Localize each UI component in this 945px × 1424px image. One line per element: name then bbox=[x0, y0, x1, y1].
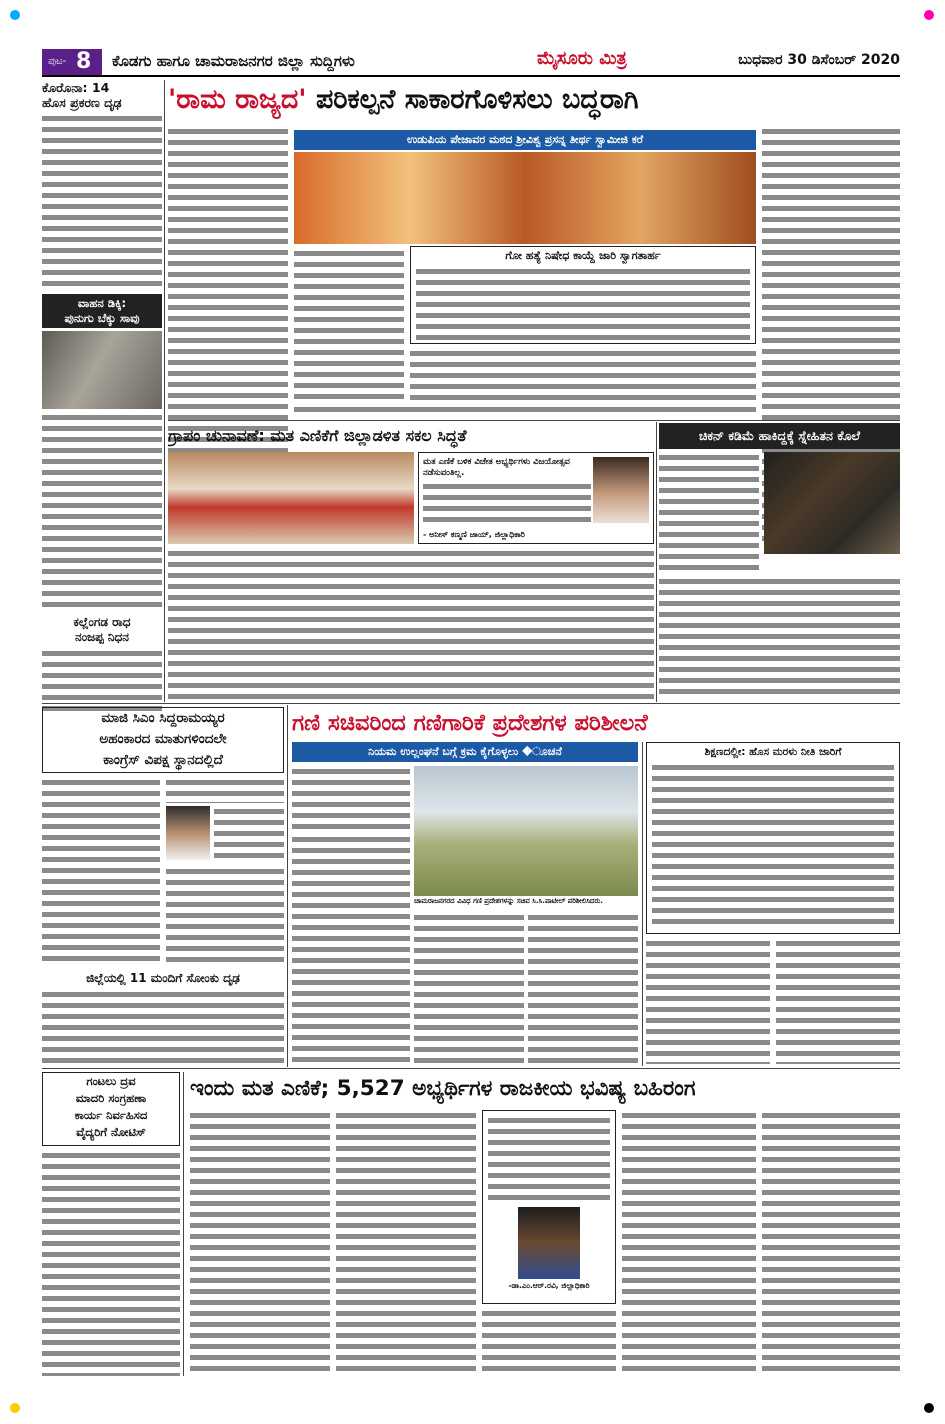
vehicle-headline-box bbox=[42, 294, 162, 328]
siddaramaiah-story-col2 bbox=[166, 777, 284, 803]
registration-mark bbox=[10, 10, 20, 20]
counting-story-col5 bbox=[762, 1110, 900, 1376]
collector-quote-box bbox=[482, 1110, 616, 1304]
counting-story-col4 bbox=[622, 1110, 756, 1376]
cow-slaughter-text bbox=[416, 266, 750, 340]
collector-portrait bbox=[518, 1207, 580, 1279]
dc-quote-more bbox=[423, 481, 591, 525]
siddaramaiah-story-col4 bbox=[166, 866, 284, 966]
page-header bbox=[42, 47, 900, 77]
ram-rajya-headline-highlight: 'ರಾಮ ರಾಜ್ಯದ' bbox=[168, 84, 307, 115]
section-divider bbox=[168, 420, 900, 421]
covid-headline-line1: ಕೊರೊನಾ: 14 bbox=[42, 80, 110, 95]
collector-quote-attribution: -ಡಾ.ಎಂ.ಆರ್.ರವಿ, ಜಿಲ್ಲಾಧಿಕಾರಿ bbox=[508, 1281, 590, 1290]
mining-headline: ಗಣಿ ಸಚಿವರಿಂದ ಗಣಿಗಾರಿಕೆ ಪ್ರದೇಶಗಳ ಪರಿಶೀಲನೆ bbox=[292, 710, 648, 736]
dc-portrait bbox=[593, 457, 649, 523]
doctor-notice-line1: ಗಂಟಲು ದ್ರವ bbox=[86, 1074, 136, 1088]
page-label: ಪುಟ- bbox=[48, 56, 67, 67]
siddaramaiah-headline-line1: ಮಾಜಿ ಸಿಎಂ ಸಿದ್ದರಾಮಯ್ಯರ bbox=[101, 710, 225, 726]
column-divider bbox=[183, 1072, 184, 1376]
district-covid-text bbox=[42, 989, 284, 1065]
ram-rajya-headline bbox=[168, 80, 900, 122]
left-column bbox=[42, 80, 162, 702]
mining-photo-caption: ಚಾಮರಾಜನಗರದ ವಿವಿಧ ಗಣಿ ಪ್ರದೇಶಗಳನ್ನು ಸಚಿವ ಸಿ.ಸಿ.ಪಾಟೀಲ್ ಪರಿಶೀಲಿಸಿದರು. bbox=[414, 897, 604, 905]
counting-headline: ಇಂದು ಮತ ಎಣಿಕೆ; 5,527 ಅಭ್ಯರ್ಥಿಗಳ ರಾಜಕೀಯ ಭವಿಷ್ಯ ಬಹಿರಂಗ bbox=[190, 1076, 696, 1101]
cow-slaughter-headline: ಗೋ ಹತ್ಯೆ ನಿಷೇಧ ಕಾಯ್ದೆ ಜಾರಿ ಸ್ವಾಗತಾರ್ಹ bbox=[505, 249, 661, 262]
siddaramaiah-story-col1 bbox=[42, 777, 160, 965]
column-divider bbox=[642, 742, 643, 1066]
page-number: 8 bbox=[76, 49, 92, 74]
doctor-notice-headline-box bbox=[42, 1072, 180, 1146]
vehicle-headline-line1: ವಾಹನ ಡಿಕ್ಕಿ: bbox=[77, 296, 127, 310]
ram-subheadline: ಉಡುಪಿಯ ಪೇಜಾವರ ಮಠದ ಶ್ರೀವಿಶ್ವ ಪ್ರಸನ್ನ ತೀರ್ಥ ಸ್ವಾಮೀಜಿ ಕರೆ bbox=[294, 130, 756, 150]
right-story-col2 bbox=[776, 938, 900, 1064]
doctor-notice-line2: ಮಾದರಿ ಸಂಗ್ರಹಣಾ bbox=[75, 1091, 147, 1105]
covid-headline bbox=[42, 80, 162, 110]
dc-quote-text: ಮತ ಎಣಿಕೆ ಬಳಿಕ ವಿಜೇತ ಅಭ್ಯರ್ಥಿಗಳು ವಿಜಯೋತ್ಸವ ನಡೆಸುವಂತಿಲ್ಲ. bbox=[423, 457, 570, 478]
counting-story-col1 bbox=[190, 1110, 330, 1376]
chicken-headline: ಚಿಕನ್ ಕಡಿಮೆ ಹಾಕಿದ್ದಕ್ಕೆ ಸ್ನೇಹಿತನ ಕೊಲೆ bbox=[659, 423, 900, 449]
obituary-story-text bbox=[42, 648, 162, 716]
gram-story-text bbox=[168, 548, 654, 700]
cow-slaughter-box bbox=[410, 246, 756, 344]
mining-story-col2 bbox=[414, 912, 524, 1064]
counting-hall-photo bbox=[168, 452, 414, 544]
siddaramaiah-headline-line3: ಕಾಂಗ್ರೆಸ್ ವಿಪಕ್ಷ ಸ್ಥಾನದಲ್ಲಿದೆ bbox=[103, 752, 223, 768]
masthead-logo: ಮೈಸೂರು ಮಿತ್ರ bbox=[537, 48, 627, 69]
column-divider bbox=[164, 80, 165, 702]
issue-date: ಬುಧವಾರ 30 ಡಿಸೆಂಬರ್ 2020 bbox=[738, 52, 900, 68]
column-divider bbox=[287, 705, 288, 1067]
covid-story-text bbox=[42, 113, 162, 288]
mining-site-photo bbox=[414, 766, 638, 896]
page-badge bbox=[42, 49, 102, 75]
civet-photo bbox=[42, 331, 162, 409]
vehicle-headline-line2: ಪುನುಗು ಬೆಕ್ಕು ಸಾವು bbox=[64, 311, 140, 325]
registration-mark bbox=[924, 10, 934, 20]
registration-mark bbox=[10, 1403, 20, 1413]
covid-headline-line2: ಹೊಸ ಪ್ರಕರಣ ದೃಢ bbox=[42, 95, 122, 110]
politician-portrait bbox=[166, 806, 210, 860]
ram-rajya-headline-rest: ಪರಿಕಲ್ಪನೆ ಸಾಕಾರಗೊಳಿಸಲು ಬದ್ಧರಾಗಿ bbox=[306, 84, 639, 115]
obituary-headline bbox=[42, 615, 162, 645]
district-covid-headline: ಜಿಲ್ಲೆಯಲ್ಲಿ 11 ಮಂದಿಗೆ ಸೋಂಕು ದೃಢ bbox=[86, 971, 240, 985]
mining-story-col1b bbox=[292, 834, 410, 1064]
mining-story-col1 bbox=[292, 766, 410, 830]
collector-quote-text bbox=[488, 1115, 610, 1203]
siddaramaiah-headline-line2: ಅಹಂಕಾರದ ಮಾತುಗಳಿಂದಲೇ bbox=[99, 731, 227, 747]
police-photo bbox=[764, 452, 900, 554]
mining-subheadline: ನಿಯಮ ಉಲ್ಲಂಘನೆ ಬಗ್ಗೆ ಕ್ರಮ ಕೈಗೊಳ್ಳಲು �ೂಚನೆ bbox=[292, 742, 638, 762]
chicken-story-text bbox=[659, 576, 900, 700]
ram-story-col2 bbox=[294, 248, 404, 404]
mining-story-col3 bbox=[528, 912, 638, 1064]
obituary-headline-line2: ನಂಜಪ್ಪ ನಿಧನ bbox=[75, 630, 129, 644]
dc-quote-box bbox=[418, 452, 654, 544]
sand-policy-box bbox=[646, 742, 900, 934]
dc-quote-attribution: - ಅನೀಸ್ ಕಣ್ಮಣಿ ಜಾಯ್, ಜಿಲ್ಲಾಧಿಕಾರಿ bbox=[423, 530, 525, 539]
doctor-notice-line3: ಕಾರ್ಯ ನಿರ್ವಹಿಸದ bbox=[74, 1108, 148, 1122]
sand-policy-text bbox=[652, 762, 894, 928]
siddaramaiah-headline-box bbox=[42, 707, 284, 773]
registration-mark bbox=[924, 1403, 934, 1413]
section-divider bbox=[42, 1068, 900, 1069]
counting-story-col3 bbox=[482, 1308, 616, 1376]
civet-story-text bbox=[42, 412, 162, 612]
obituary-headline-line1: ಕಲ್ಲೆಂಗಡ ರಾಧ bbox=[73, 615, 131, 629]
section-divider bbox=[42, 703, 900, 704]
siddaramaiah-story-col3 bbox=[214, 806, 284, 862]
counting-story-col2 bbox=[336, 1110, 476, 1376]
chicken-story-col1 bbox=[659, 452, 759, 572]
section-title: ಕೊಡಗು ಹಾಗೂ ಚಾಮರಾಜನಗರ ಜಿಲ್ಲಾ ಸುದ್ದಿಗಳು bbox=[112, 52, 355, 70]
swamiji-event-photo bbox=[294, 152, 756, 244]
ram-story-col3 bbox=[410, 348, 756, 404]
doctor-notice-line4: ವೈದ್ಯರಿಗೆ ನೋಟಿಸ್ bbox=[76, 1125, 146, 1139]
doctor-notice-text bbox=[42, 1150, 180, 1376]
right-story-col1 bbox=[646, 938, 770, 1064]
gram-headline: ಗ್ರಾಪಂ ಚುನಾವಣೆ: ಮತ ಎಣಿಕೆಗೆ ಜಿಲ್ಲಾಡಳಿತ ಸಕಲ ಸಿದ್ಧತೆ bbox=[168, 426, 467, 445]
sand-policy-headline: ಶಿಕ್ಷಣದಲ್ಲೀ: ಹೊಸ ಮರಳು ನೀತಿ ಜಾರಿಗೆ bbox=[704, 746, 842, 758]
ram-story-bottom-text bbox=[294, 404, 756, 418]
column-divider bbox=[656, 422, 657, 702]
